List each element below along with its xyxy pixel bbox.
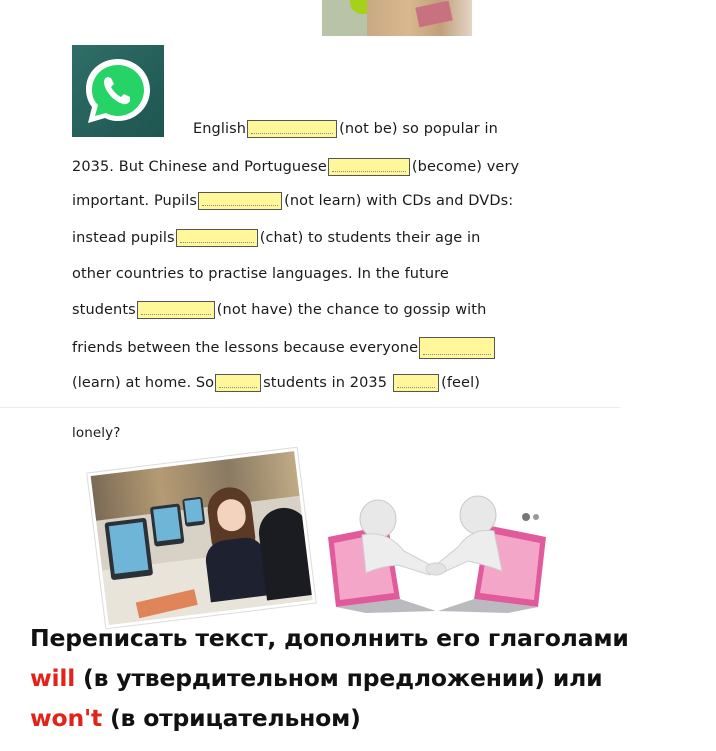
text-line-9 (72, 425, 120, 441)
text-line-7 (72, 337, 497, 359)
text-fragment: instead pupils (72, 230, 175, 246)
text-fragment: (chat) to students their age in (259, 230, 481, 246)
text-line-5 (72, 266, 449, 282)
task-text: Переписать текст, дополнить его глаголами (30, 624, 629, 652)
blank-7-field[interactable] (215, 374, 261, 392)
text-fragment: lonely? (72, 425, 121, 441)
task-text: (в утвердительном предложении) или (75, 664, 603, 692)
text-fragment: (not have) the chance to gossip with (216, 302, 487, 318)
text-fragment: students in 2035 (263, 375, 388, 391)
blank-4-field[interactable] (176, 229, 258, 247)
text-fragment: other countries to practise languages. In the future (72, 266, 449, 282)
task-instruction-line-2 (30, 664, 602, 692)
text-fragment: friends between the lessons because everyone (72, 340, 419, 356)
text-line-8 (72, 374, 480, 392)
text-fragment: (not learn) with CDs and DVDs: (284, 193, 514, 209)
task-instruction-line-3 (30, 704, 361, 732)
text-fragment: (not be) so popular in (339, 121, 498, 137)
task-instruction-line-1 (30, 624, 629, 652)
text-fragment: (learn) at home. So (72, 375, 215, 391)
text-fragment: English (193, 121, 247, 137)
keyword-will: will (30, 664, 76, 692)
blank-5-field[interactable] (137, 301, 215, 319)
text-fragment: students (72, 302, 136, 318)
text-fragment: (become) very (411, 159, 520, 175)
text-fragment: important. Pupils (72, 193, 198, 209)
handshake-through-laptops-illustration (326, 495, 548, 613)
students-at-computers-photo (87, 448, 315, 629)
text-fragment: (feel) (441, 375, 480, 391)
section-divider (0, 407, 620, 408)
text-line-2 (72, 158, 519, 176)
blank-6-field[interactable] (419, 337, 495, 359)
text-line-3 (72, 192, 513, 210)
blank-1-field[interactable] (247, 120, 337, 138)
blank-8-field[interactable] (393, 374, 439, 392)
text-line-1 (193, 120, 498, 138)
text-fragment: 2035. But Chinese and Portuguese (72, 159, 327, 175)
text-line-4 (72, 229, 480, 247)
keyword-wont: won't (30, 704, 103, 732)
blank-2-field[interactable] (328, 158, 410, 176)
task-text: (в отрицательном) (102, 704, 361, 732)
blank-3-field[interactable] (198, 192, 282, 210)
text-line-6 (72, 301, 486, 319)
